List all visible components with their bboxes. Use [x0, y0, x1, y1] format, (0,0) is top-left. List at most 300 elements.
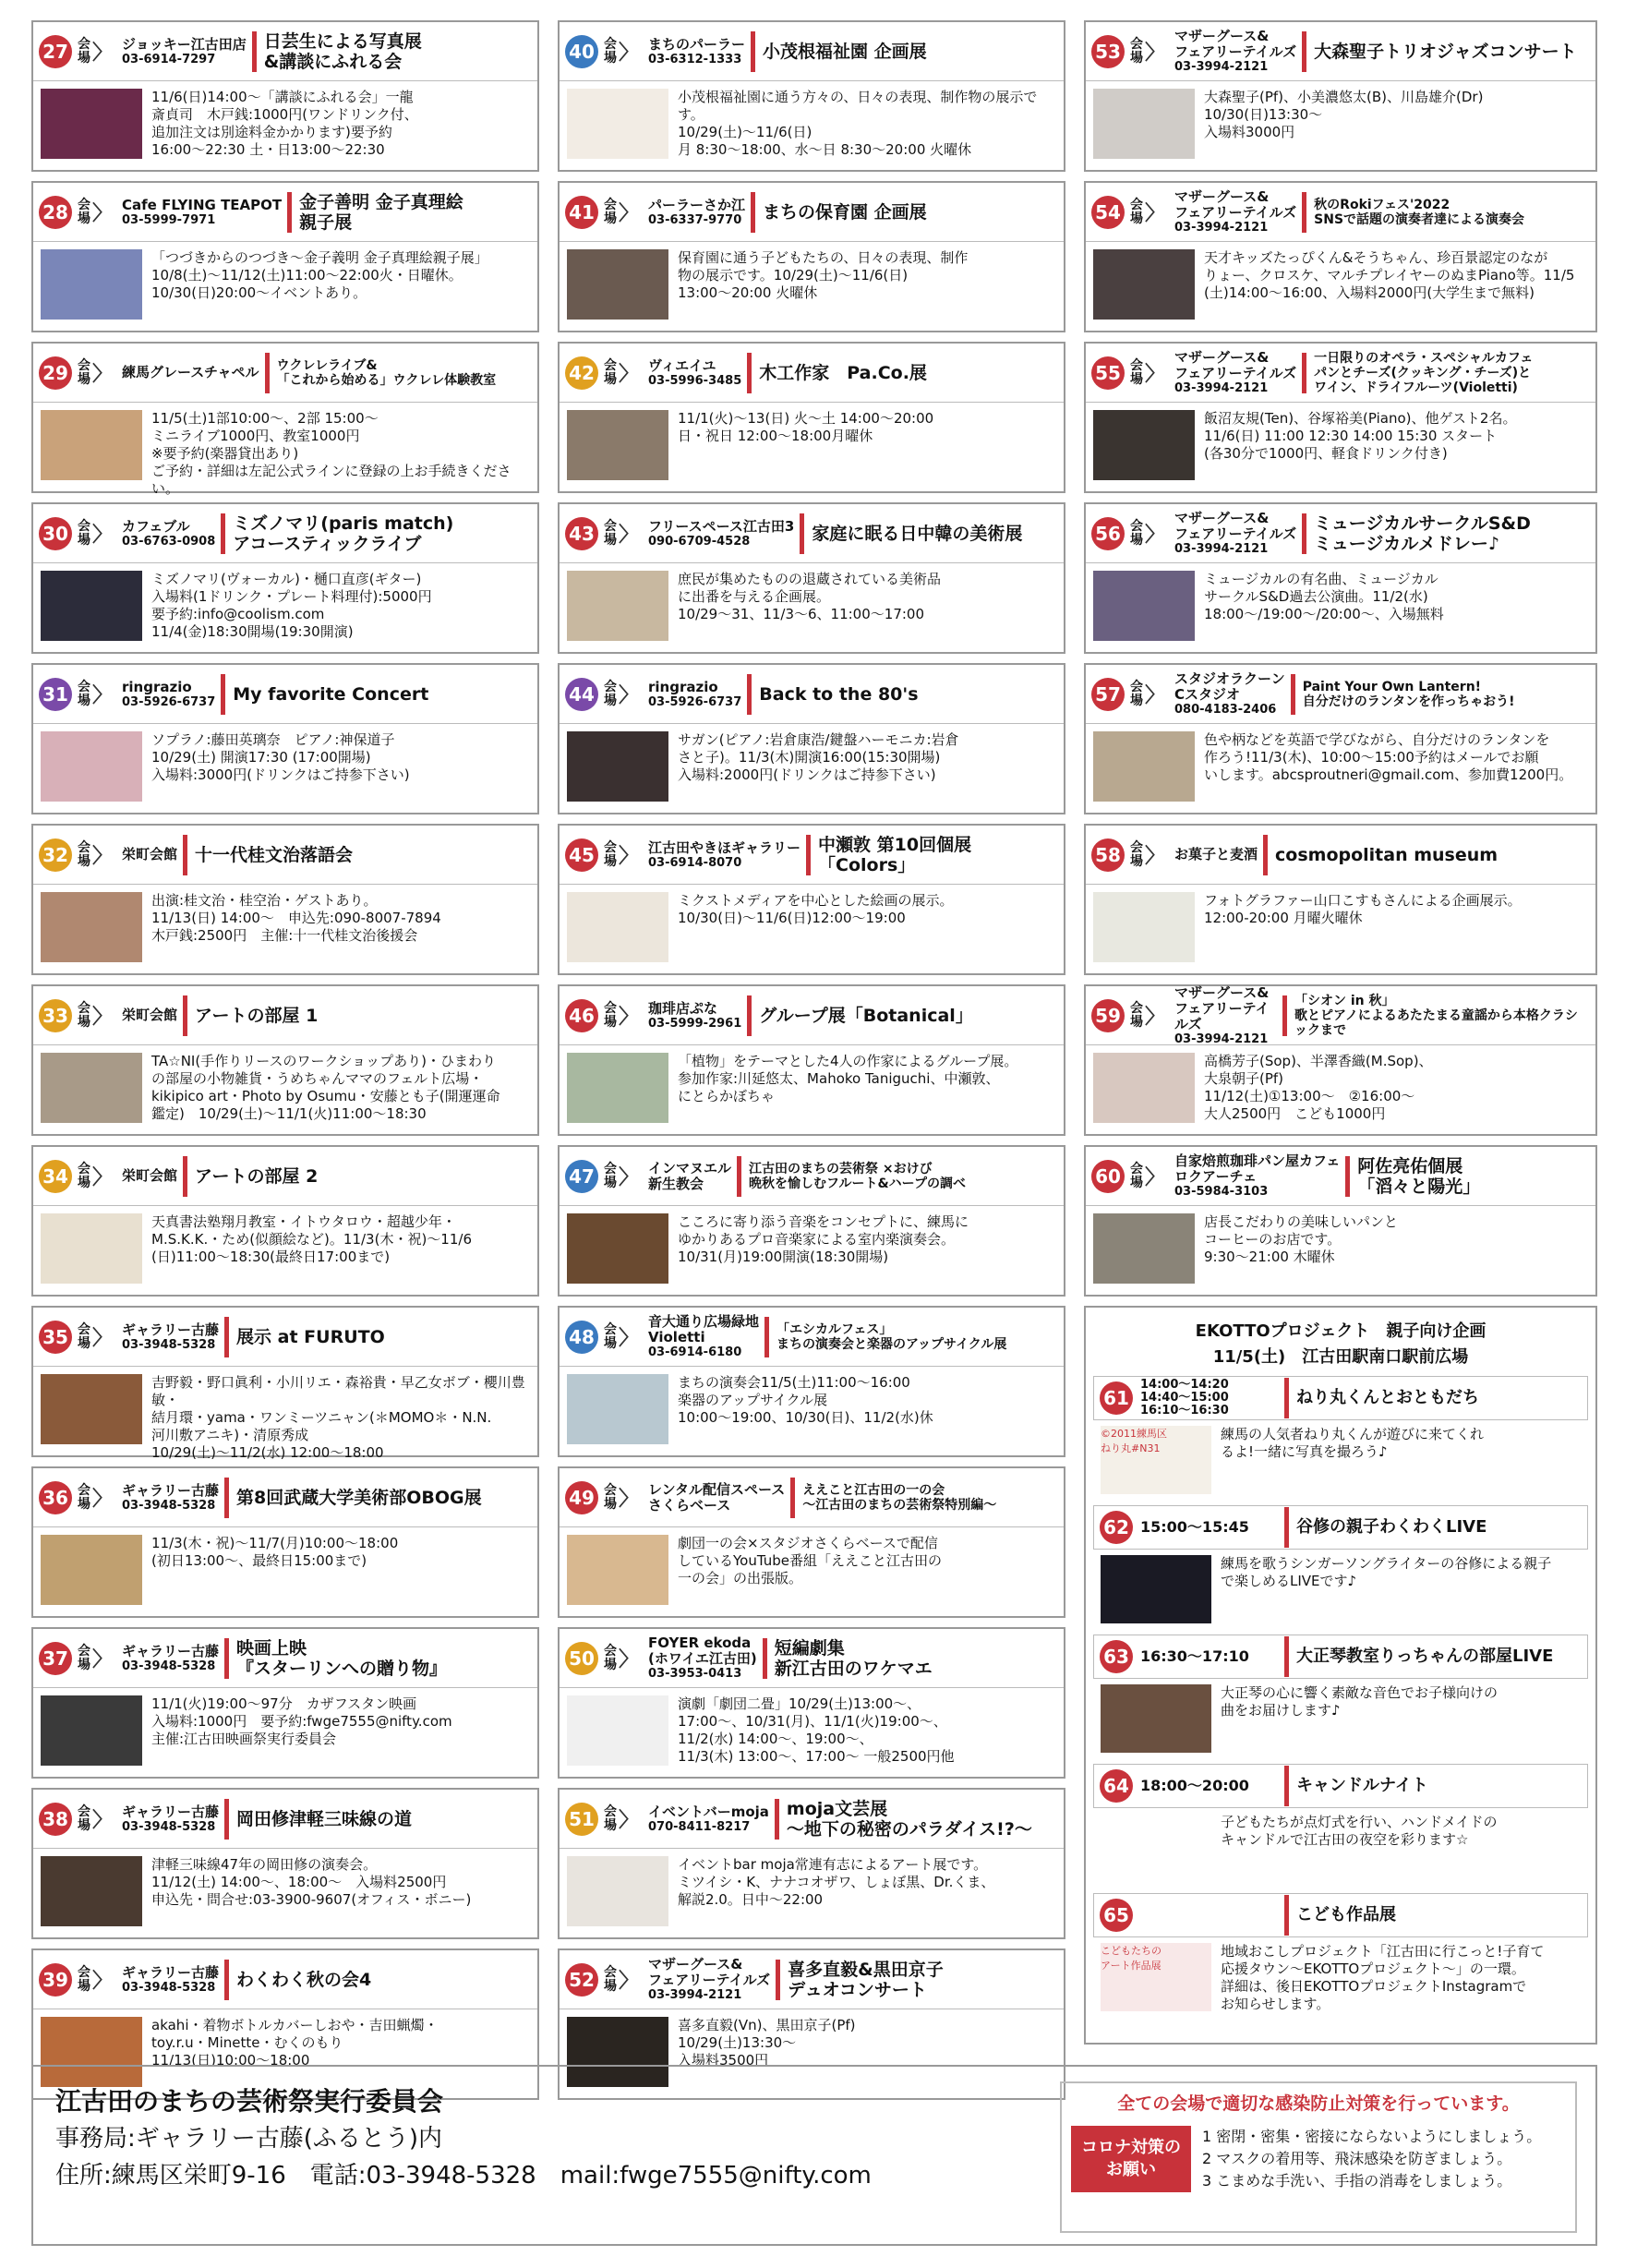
- event-photo: [41, 1374, 142, 1444]
- venue-info: [648, 1957, 770, 2002]
- event-card: [31, 1145, 539, 1297]
- venue-name: ringrazio: [122, 678, 192, 695]
- kaijo-char: 会: [604, 1321, 617, 1337]
- venue-phone: 03-3994-2121: [1174, 60, 1269, 74]
- event-number-badge: 27: [39, 35, 72, 68]
- chevron-right-icon: 〉: [619, 684, 640, 707]
- kaijo-char: 場: [604, 211, 617, 226]
- covid-item: 1 密閉・密集・密接にならないようにしましょう。: [1202, 2128, 1542, 2145]
- event-description: ミュージカルの有名曲、ミュージカル サークルS&D過去公演曲。11/2(水) 18:00〜/19:00〜/20:00〜、入場無料: [1204, 571, 1444, 622]
- chevron-right-icon: 〉: [1145, 202, 1166, 225]
- venue-phone: 03-3994-2121: [1174, 1031, 1269, 1046]
- event-description: 11/1(火)〜13(日) 火〜土 14:00〜20:00 日・祝日 12:00〜18:00月曜休: [678, 410, 934, 444]
- kaijo-char: 会: [78, 1964, 90, 1980]
- chevron-right-icon: 〉: [92, 1327, 114, 1350]
- event-title: 喜多直毅&黒田京子 デュオコンサート: [788, 1959, 944, 2000]
- venue-kaijo-label: [604, 1966, 617, 1994]
- venue-kaijo-label: [78, 1163, 90, 1190]
- event-card: [558, 342, 1065, 493]
- venue-info: [1174, 29, 1296, 74]
- event-header: [33, 826, 537, 885]
- event-card: [1084, 20, 1597, 172]
- kaijo-char: 会: [78, 197, 90, 212]
- event-title: 大森聖子トリオジャズコンサート: [1314, 41, 1577, 62]
- ekotto-photo: [1101, 1814, 1211, 1882]
- kaijo-char: 場: [78, 1175, 90, 1190]
- event-description: 飯沼友規(Ten)、谷塚裕美(Piano)、他ゲスト2名。 11/6(日) 11:00 12:30 14:00 15:30 スタート (各30分で1000円、軽食ドリンク付き): [1204, 410, 1517, 462]
- event-number-badge: 39: [39, 1963, 72, 1997]
- event-title: 阿佐亮佑個展 「滔々と陽光」: [1357, 1155, 1481, 1197]
- venue-marker: [78, 840, 177, 869]
- venue-name: フリースペース江古田3: [648, 517, 795, 535]
- venue-info: [122, 1007, 177, 1023]
- event-title: 日芸生による写真展 &講談にふれる会: [263, 30, 422, 72]
- chevron-right-icon: 〉: [1145, 1166, 1166, 1189]
- kaijo-char: 場: [78, 1657, 90, 1672]
- event-header: [33, 1790, 537, 1849]
- chevron-right-icon: 〉: [619, 1488, 640, 1511]
- ekotto-heading: EKOTTOプロジェクト 親子向け企画 11/5(土) 江古田駅南口駅前広場: [1195, 1321, 1487, 1367]
- event-card: [558, 1145, 1065, 1297]
- title-accent-bar: [221, 513, 225, 554]
- venue-kaijo-label: [78, 841, 90, 869]
- kaijo-char: 場: [1130, 371, 1143, 387]
- title-accent-bar: [747, 674, 752, 715]
- organizer-name: 江古田のまちの芸術祭実行委員会: [55, 2086, 444, 2117]
- event-body: [560, 1045, 1064, 1134]
- venue-marker: [604, 358, 741, 388]
- event-body: [33, 1527, 537, 1616]
- chevron-right-icon: 〉: [619, 1327, 640, 1350]
- chevron-right-icon: 〉: [92, 1970, 114, 1993]
- kaijo-char: 場: [78, 371, 90, 387]
- chevron-right-icon: 〉: [92, 202, 114, 225]
- venue-marker: [78, 1001, 177, 1030]
- event-number-badge: 30: [39, 517, 72, 550]
- venue-phone: 03-5984-3103: [1174, 1185, 1269, 1199]
- kaijo-char: 会: [604, 1161, 617, 1176]
- event-title: 一日限りのオペラ・スペシャルカフェ パンとチーズ(クッキング・チーズ)と ワイン、ドライフルーツ(Violetti): [1314, 350, 1534, 395]
- venue-marker: [78, 198, 282, 227]
- venue-marker: [1130, 189, 1296, 235]
- event-header: [33, 504, 537, 563]
- event-body: [560, 563, 1064, 652]
- covid-list: [1202, 2126, 1541, 2192]
- event-card: [558, 1306, 1065, 1457]
- event-body: [560, 1527, 1064, 1616]
- event-photo: [1093, 731, 1195, 802]
- chevron-right-icon: 〉: [92, 684, 114, 707]
- venue-marker: [1130, 350, 1296, 395]
- venue-info: [1174, 671, 1285, 717]
- venue-info: [122, 680, 215, 709]
- venue-name: Cafe FLYING TEAPOT: [122, 196, 283, 213]
- title-accent-bar: [763, 1638, 767, 1679]
- title-accent-bar: [1284, 1636, 1289, 1677]
- kaijo-char: 会: [78, 518, 90, 534]
- event-body: [33, 1849, 537, 1937]
- event-title: わくわく秋の会4: [236, 1969, 372, 1990]
- event-number-badge: 46: [565, 999, 598, 1032]
- event-number-badge: 50: [565, 1642, 598, 1675]
- venue-marker: [604, 198, 745, 227]
- venue-phone: 03-5926-6737: [648, 694, 742, 709]
- event-header: [1086, 504, 1595, 563]
- kaijo-char: 場: [604, 1335, 617, 1351]
- kaijo-char: 場: [604, 1014, 617, 1030]
- ekotto-title: ねり丸くんとおともだち: [1296, 1388, 1479, 1407]
- ekotto-item: [1093, 1505, 1588, 1629]
- venue-marker: [78, 1322, 219, 1352]
- venue-kaijo-label: [1130, 1163, 1143, 1190]
- venue-info: [648, 1635, 757, 1681]
- event-header: [33, 1468, 537, 1527]
- event-header: [33, 1950, 537, 2009]
- kaijo-char: 会: [78, 36, 90, 52]
- venue-info: [648, 840, 800, 870]
- footer: [31, 2065, 1597, 2246]
- event-description: 吉野毅・野口眞利・小川リエ・森裕貴・早乙女ボブ・櫻川豊敏・ 結月環・yama・ワンミーツニャン(＊MOMO＊・N.N. 河川敷アニキ)・清原秀成 10/29(土)〜11/2(水) 12:00〜18:00: [151, 1374, 525, 1461]
- venue-marker: [604, 1314, 759, 1359]
- venue-kaijo-label: [604, 1484, 617, 1512]
- event-description: こころに寄り添う音楽をコンセプトに、練馬に ゆかりあるプロ音楽家による室内楽演奏会。 10/31(月)19:00開演(18:30開場): [678, 1213, 969, 1265]
- event-number-badge: 29: [39, 356, 72, 390]
- venue-name: マザーグース& フェアリーテイルズ: [1174, 983, 1270, 1032]
- event-description: ミクストメディアを中心とした絵画の展示。 10/30(日)〜11/6(日)12:00〜19:00: [678, 892, 954, 926]
- venue-kaijo-label: [78, 199, 90, 226]
- event-title: 展示 at FURUTO: [236, 1326, 385, 1347]
- kaijo-char: 会: [78, 1482, 90, 1498]
- ekotto-title: 谷修の親子わくわくLIVE: [1296, 1517, 1487, 1537]
- event-header: [1086, 183, 1595, 242]
- kaijo-char: 会: [78, 1321, 90, 1337]
- event-body: [560, 724, 1064, 813]
- venue-phone: 03-3994-2121: [648, 1988, 742, 2002]
- venue-kaijo-label: [78, 1805, 90, 1833]
- event-card: [1084, 181, 1597, 332]
- event-number-badge: 61: [1100, 1381, 1133, 1415]
- event-photo: [567, 1053, 668, 1123]
- kaijo-char: 場: [604, 1657, 617, 1672]
- venue-name: マザーグース& フェアリーテイルズ: [1174, 28, 1297, 60]
- event-description: 劇団一の会×スタジオさくらベースで配信 しているYouTube番組「ええこと江古田の 一の会」の出張版。: [678, 1535, 942, 1586]
- event-title: moja文芸展 〜地下の秘密のパラダイス!?〜: [786, 1798, 1032, 1840]
- venue-marker: [604, 1001, 741, 1031]
- venue-phone: 03-3994-2121: [1174, 542, 1269, 556]
- venue-marker: [78, 1162, 177, 1190]
- venue-kaijo-label: [78, 1966, 90, 1994]
- event-description: ミズノマリ(ヴォーカル)・樋口直彦(ギター) 入場料(1ドリンク・プレート料理付):5000円 要予約:info@coolism.com 11/4(金)18:30開場(19:30開演): [151, 571, 432, 640]
- ekotto-time: 18:00〜20:00: [1140, 1777, 1249, 1794]
- event-card: [1084, 663, 1597, 814]
- venue-kaijo-label: [78, 520, 90, 548]
- event-number-badge: 62: [1100, 1511, 1133, 1544]
- event-body: [33, 885, 537, 973]
- kaijo-char: 会: [604, 36, 617, 52]
- event-description: 保育園に通う子どもたちの、日々の表現、制作 物の展示です。10/29(土)〜11/6(日) 13:00〜20:00 火曜休: [678, 249, 969, 301]
- kaijo-char: 会: [604, 1000, 617, 1016]
- venue-name: マザーグース& フェアリーテイルズ: [648, 1956, 771, 1988]
- event-photo: [567, 1374, 668, 1444]
- title-accent-bar: [1302, 353, 1306, 393]
- chevron-right-icon: 〉: [92, 1488, 114, 1511]
- event-description: まちの演奏会11/5(土)11:00〜16:00 楽器のアップサイクル展 10:00〜19:00、10/30(日)、11/2(水)休: [678, 1374, 933, 1426]
- ekotto-item-header: [1093, 1893, 1588, 1937]
- venue-marker: [1130, 1153, 1340, 1199]
- venue-info: [122, 1322, 219, 1352]
- event-column-3: [1084, 20, 1597, 2100]
- ekotto-description: 練馬の人気者ねり丸くんが遊びに来てくれ るよ!一緒に写真を撮ろう♪: [1221, 1426, 1485, 1460]
- event-title: まちの保育園 企画展: [763, 201, 927, 223]
- kaijo-char: 場: [604, 371, 617, 387]
- address-line: 住所:練馬区栄町9-16 電話:03-3948-5328 mail:fwge7555@nifty.com: [55, 2162, 872, 2190]
- event-title: ええこと江古田の一の会 〜江古田のまちの芸術祭特別編〜: [802, 1482, 997, 1513]
- event-header: [33, 22, 537, 81]
- title-accent-bar: [1282, 995, 1287, 1036]
- kaijo-char: 場: [604, 853, 617, 869]
- venue-name: お菓子と麦酒: [1174, 846, 1258, 863]
- venue-name: 自家焙煎珈琲パン屋カフェ ロクアーチェ: [1174, 1152, 1341, 1185]
- title-accent-bar: [1284, 1507, 1289, 1548]
- kaijo-char: 場: [78, 1335, 90, 1351]
- venue-marker: [78, 680, 215, 709]
- event-body: [560, 1849, 1064, 1937]
- title-accent-bar: [1284, 1895, 1289, 1936]
- kaijo-char: 会: [78, 679, 90, 694]
- title-accent-bar: [747, 995, 752, 1036]
- venue-marker: [1130, 840, 1258, 869]
- event-card: [31, 984, 539, 1136]
- event-body: [560, 885, 1064, 973]
- event-body: [560, 81, 1064, 170]
- title-accent-bar: [252, 31, 257, 72]
- venue-info: [648, 1482, 785, 1514]
- chevron-right-icon: 〉: [619, 202, 640, 225]
- event-photo: [1093, 892, 1195, 962]
- kaijo-char: 場: [1130, 853, 1143, 869]
- event-header: [33, 665, 537, 724]
- kaijo-char: 場: [1130, 1014, 1143, 1030]
- event-description: 11/1(火)19:00〜97分 カザフスタン映画 入場料:1000円 要予約:fwge7555@nifty.com 主催:江古田映画祭実行委員会: [151, 1695, 452, 1747]
- event-description: フォトグラファー山口こすもさんによる企画展示。 12:00-20:00 月曜火曜休: [1204, 892, 1522, 926]
- event-header: [560, 826, 1064, 885]
- venue-name: ギャラリー古藤: [122, 1321, 220, 1338]
- venue-name: ギャラリー古藤: [122, 1803, 220, 1820]
- event-photo: [1093, 410, 1195, 480]
- event-header: [33, 1629, 537, 1688]
- title-accent-bar: [221, 674, 225, 715]
- event-photo: [1093, 571, 1195, 641]
- title-accent-bar: [183, 835, 187, 875]
- event-description: 11/3(木・祝)〜11/7(月)10:00〜18:00 (初日13:00〜、最終日15:00まで): [151, 1535, 399, 1569]
- ekotto-item: [1093, 1376, 1588, 1500]
- event-description: akahi・着物ボトルカバーしおや・吉田蝋燭・ toy.r.u・Minette・むくのもり 11/13(日)10:00〜18:00: [151, 2017, 439, 2069]
- title-accent-bar: [224, 1960, 229, 2000]
- ekotto-time: 16:30〜17:10: [1140, 1647, 1249, 1665]
- event-card: [558, 663, 1065, 814]
- event-number-badge: 55: [1091, 356, 1125, 390]
- kaijo-char: 場: [78, 693, 90, 708]
- venue-info: [122, 365, 259, 380]
- event-number-badge: 59: [1091, 999, 1125, 1032]
- event-header: [560, 1468, 1064, 1527]
- chevron-right-icon: 〉: [92, 1648, 114, 1671]
- venue-info: [122, 1965, 219, 1995]
- event-photo: [567, 410, 668, 480]
- kaijo-char: 場: [604, 532, 617, 548]
- venue-info: [648, 1001, 741, 1031]
- chevron-right-icon: 〉: [92, 42, 114, 65]
- venue-info: [122, 37, 247, 66]
- chevron-right-icon: 〉: [1145, 363, 1166, 386]
- event-photo: [567, 1856, 668, 1926]
- venue-name: ギャラリー古藤: [122, 1481, 220, 1499]
- venue-kaijo-label: [78, 681, 90, 708]
- event-card: [31, 1627, 539, 1779]
- venue-phone: 03-3948-5328: [122, 1980, 216, 1995]
- chevron-right-icon: 〉: [619, 1166, 640, 1189]
- title-accent-bar: [224, 1638, 229, 1679]
- kaijo-char: 会: [604, 1482, 617, 1498]
- venue-marker: [78, 1965, 219, 1995]
- venue-info: [1174, 985, 1277, 1046]
- ekotto-item-header: [1093, 1635, 1588, 1679]
- venue-marker: [1130, 511, 1296, 556]
- venue-info: [1174, 350, 1296, 395]
- event-body: [560, 403, 1064, 491]
- event-header: [560, 665, 1064, 724]
- kaijo-char: 場: [604, 1496, 617, 1512]
- ekotto-item: [1093, 1764, 1588, 1888]
- event-photo: [41, 410, 142, 480]
- venue-marker: [78, 1804, 219, 1834]
- event-number-badge: 51: [565, 1803, 598, 1836]
- venue-name: パーラーさか江: [648, 196, 746, 213]
- event-card: [558, 20, 1065, 172]
- kaijo-char: 場: [78, 532, 90, 548]
- event-description: 11/5(土)1部10:00〜、2部 15:00〜 ミニライブ1000円、教室1000円 ※要予約(楽器貸出あり) ご予約・詳細は左記公式ラインに登録の上お手続きください。: [151, 410, 512, 497]
- event-body: [33, 724, 537, 813]
- ekotto-time: 14:00〜14:20 14:40〜15:00 16:10〜16:30: [1140, 1378, 1229, 1418]
- venue-marker: [604, 840, 800, 870]
- kaijo-char: 会: [78, 1643, 90, 1659]
- venue-info: [648, 680, 741, 709]
- ekotto-item: [1093, 1635, 1588, 1758]
- venue-kaijo-label: [78, 1002, 90, 1030]
- event-title: 小茂根福祉園 企画展: [763, 41, 927, 62]
- event-description: 「植物」をテーマとした4人の作家によるグループ展。 参加作家:川延悠太、Mahoko Taniguchi、中瀬敦、 にとらかぼちゃ: [678, 1053, 1018, 1104]
- venue-marker: [604, 1482, 785, 1514]
- venue-kaijo-label: [78, 1484, 90, 1512]
- event-body: [560, 1206, 1064, 1295]
- title-accent-bar: [183, 995, 187, 1036]
- event-photo: [41, 892, 142, 962]
- ekotto-title: こども作品展: [1296, 1905, 1396, 1924]
- event-body: [33, 242, 537, 331]
- kaijo-char: 会: [604, 1643, 617, 1659]
- event-header: [1086, 665, 1595, 724]
- venue-marker: [604, 1635, 757, 1681]
- office-line: 事務局:ギャラリー古藤(ふるとう)内: [55, 2125, 443, 2153]
- title-accent-bar: [1263, 835, 1268, 875]
- venue-phone: 03-6914-8070: [648, 855, 742, 870]
- kaijo-char: 会: [1130, 839, 1143, 855]
- kaijo-char: 会: [1130, 1161, 1143, 1176]
- venue-marker: [604, 1161, 731, 1192]
- event-header: [560, 1629, 1064, 1688]
- event-description: サガン(ピアノ:岩倉康浩/鍵盤ハーモニカ:岩倉 さと子)。11/3(木)開演16:00(15:30開場) 入場料:2000円(ドリンクはご持参下さい): [678, 731, 959, 783]
- venue-info: [648, 198, 745, 227]
- venue-info: [122, 198, 282, 227]
- event-header: [560, 986, 1064, 1045]
- ekotto-photo: [1101, 1684, 1211, 1753]
- event-number-badge: 36: [39, 1481, 72, 1514]
- venue-info: [648, 1314, 759, 1359]
- kaijo-char: 会: [604, 679, 617, 694]
- chevron-right-icon: 〉: [619, 1648, 640, 1671]
- event-title: 十一代桂文治落語会: [195, 844, 354, 865]
- kaijo-char: 会: [78, 1000, 90, 1016]
- event-body: [1086, 724, 1595, 813]
- ekotto-item: [1093, 1893, 1588, 2017]
- event-card: [31, 663, 539, 814]
- venue-kaijo-label: [78, 359, 90, 387]
- venue-name: まちのパーラー: [648, 35, 746, 53]
- ekotto-title: キャンドルナイト: [1296, 1776, 1428, 1795]
- event-number-badge: 47: [565, 1160, 598, 1193]
- venue-name: 栄町会館: [122, 1007, 178, 1023]
- venue-kaijo-label: [78, 38, 90, 66]
- kaijo-char: 場: [78, 1817, 90, 1833]
- title-accent-bar: [287, 192, 292, 233]
- venue-info: [648, 1804, 769, 1834]
- event-photo: [567, 89, 668, 159]
- event-photo: [567, 1213, 668, 1284]
- kaijo-char: 会: [1130, 679, 1143, 694]
- venue-name: 栄町会館: [122, 846, 178, 863]
- event-body: [1086, 563, 1595, 652]
- chevron-right-icon: 〉: [92, 1809, 114, 1832]
- venue-kaijo-label: [604, 199, 617, 226]
- venue-name: レンタル配信スペース さくらベース: [648, 1480, 786, 1514]
- venue-kaijo-label: [604, 1002, 617, 1030]
- event-body: [560, 242, 1064, 331]
- covid-title: 全ての会場で適切な感染防止対策を行っています。: [1117, 2093, 1520, 2114]
- venue-name: マザーグース& フェアリーテイルズ: [1174, 510, 1297, 542]
- kaijo-char: 会: [604, 839, 617, 855]
- venue-phone: 03-3994-2121: [1174, 381, 1269, 395]
- kaijo-char: 場: [78, 853, 90, 869]
- event-number-badge: 37: [39, 1642, 72, 1675]
- venue-kaijo-label: [1130, 199, 1143, 226]
- event-body: [33, 563, 537, 652]
- event-photo: [567, 731, 668, 802]
- event-header: [560, 1147, 1064, 1206]
- kaijo-char: 会: [78, 357, 90, 373]
- venue-kaijo-label: [604, 520, 617, 548]
- venue-info: [122, 1168, 177, 1184]
- kaijo-char: 会: [78, 1804, 90, 1819]
- event-number-badge: 35: [39, 1321, 72, 1354]
- event-number-badge: 60: [1091, 1160, 1125, 1193]
- event-body: [1086, 885, 1595, 973]
- event-photo: [41, 1856, 142, 1926]
- event-number-badge: 33: [39, 999, 72, 1032]
- ekotto-description: 大正琴の心に響く素敵な音色でお子様向けの 曲をお届けします♪: [1221, 1684, 1499, 1719]
- venue-info: [648, 358, 741, 388]
- event-card: [558, 1788, 1065, 1939]
- chevron-right-icon: 〉: [619, 524, 640, 547]
